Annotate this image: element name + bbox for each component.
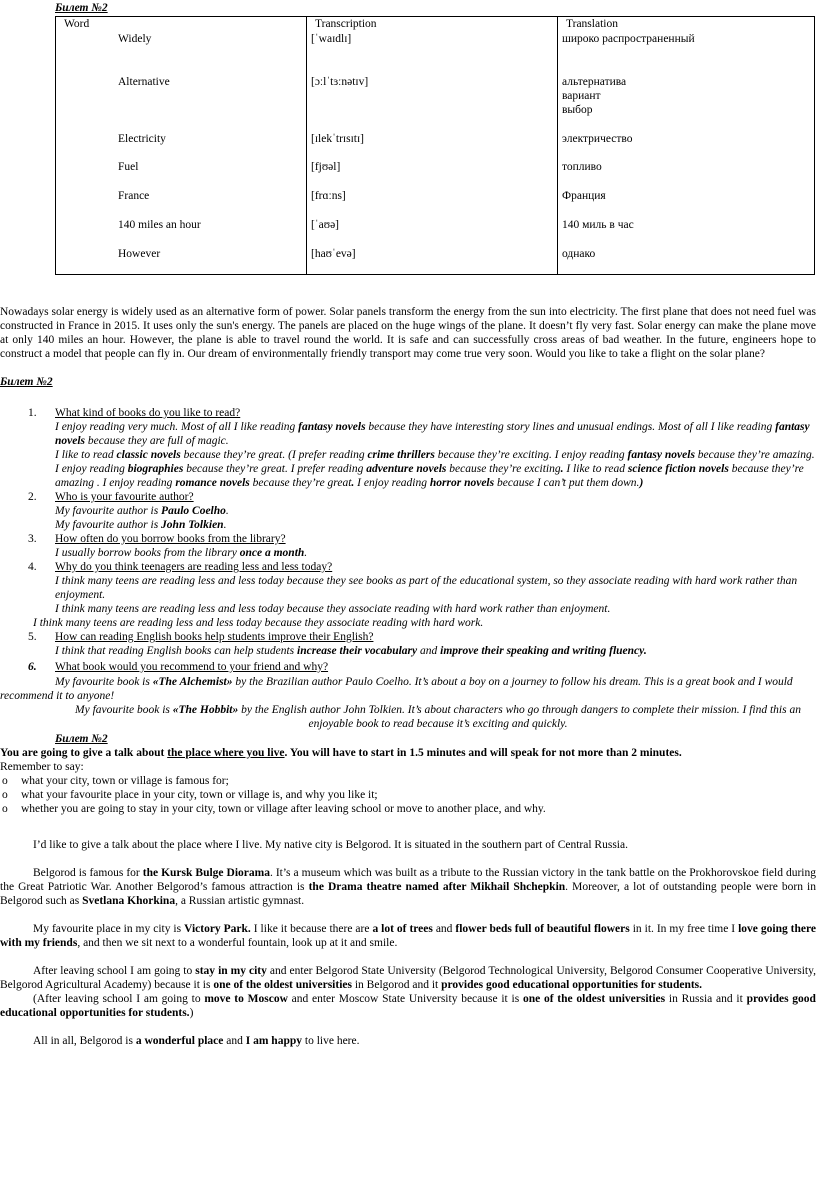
bullet-mark: o: [2, 789, 8, 801]
answer-text: .: [223, 519, 227, 531]
answer-emphasis: .: [351, 477, 355, 489]
questions-list: [0, 406, 816, 731]
word-cell: 140 miles an hour: [56, 218, 307, 247]
translation-line: электричество: [562, 133, 633, 145]
list-item: [0, 802, 816, 816]
paragraph-text: My favourite place in my city is: [33, 923, 185, 935]
paragraph-emphasis: provides good educational opportunities for students.: [0, 993, 816, 1019]
question-text: Who is your favourite author?: [55, 491, 194, 503]
answer: [0, 703, 816, 731]
answer-text: because they’re great: [249, 477, 352, 489]
answer: I think many teens are reading less and less today because they associate reading with hard work.: [33, 617, 484, 629]
question-number: 3.: [28, 533, 37, 545]
transcription-cell: [frɑːns]: [307, 189, 558, 218]
answer-text: because I can’t put them down.: [494, 477, 640, 489]
table-row: [56, 189, 815, 218]
table-row: [56, 218, 815, 247]
answer-text: I like to read: [563, 463, 628, 475]
answer-emphasis: biographies: [127, 463, 184, 475]
paragraph-text: I like it because there are: [250, 923, 373, 935]
answer-emphasis: «The Hobbit»: [172, 704, 239, 716]
list-item-text: what your favourite place in your city, town or village is, and why you like it;: [21, 789, 378, 801]
ticket-title: Билет №2: [55, 733, 108, 745]
translation-line: выбор: [562, 104, 593, 116]
answer-text: My favourite book is: [75, 704, 173, 716]
answer-text: because they’re great. I prefer reading: [183, 463, 367, 475]
answer-text: by the English author John Tolkien. It’s about characters who go through dangers to complete their mission. I find this an enjoyable book to read because it’s exciting and quickly.: [238, 704, 801, 730]
answer-text: I usually borrow books from the library: [55, 547, 240, 559]
transcription-cell: [haʊˈevə]: [307, 247, 558, 274]
word-cell: Widely: [56, 32, 307, 75]
answer-text: because they are full of magic.: [85, 435, 229, 447]
paragraph-text: After leaving school I am going to: [33, 965, 196, 977]
bullet-mark: o: [2, 775, 8, 787]
answer-text: because they’re exciting. I enjoy reading: [434, 449, 628, 461]
paragraph-text: ): [189, 1007, 194, 1019]
answer-text: because they’re amazing. I enjoy reading: [55, 449, 815, 475]
answer-emphasis: fantasy novels: [298, 421, 366, 433]
paragraph-emphasis: flower beds full of beautiful flowers: [455, 923, 630, 935]
answer-emphasis: increase their vocabulary: [297, 645, 418, 657]
question-number: 5.: [28, 631, 37, 643]
translation-cell: [558, 189, 815, 218]
answer: [0, 504, 816, 518]
header-translation: Translation: [558, 17, 815, 33]
paragraph-emphasis: the Kursk Bulge Diorama: [142, 867, 270, 879]
question-text: How can reading English books help students improve their English?: [55, 631, 374, 643]
question-number: 2.: [28, 491, 37, 503]
answer-emphasis: John Tolkien: [161, 519, 224, 531]
paragraph: [0, 1034, 816, 1048]
list-item-text: what your city, town or village is famous for;: [21, 775, 229, 787]
bullet-mark: o: [2, 803, 8, 815]
paragraph-emphasis: Svetlana Khorkina: [82, 895, 176, 907]
table-row: [56, 132, 815, 160]
list-item: [0, 774, 816, 788]
answer-text: because they’re great. (I prefer reading: [180, 449, 368, 461]
answer-text: because they have interesting story lines and unusual endings. Most of all I like reading: [365, 421, 776, 433]
question: [0, 660, 816, 674]
question-text: What kind of books do you like to read?: [55, 407, 241, 419]
paragraph: [0, 992, 816, 1020]
paragraph: [0, 964, 816, 992]
answer-text: I think that reading English books can help students: [55, 645, 298, 657]
question-number: 6.: [28, 661, 37, 673]
answer-emphasis: romance novels: [175, 477, 250, 489]
answer-text: .: [304, 547, 308, 559]
translation-cell: [558, 32, 815, 75]
solar-energy-text: Nowadays solar energy is widely used as an alternative form of power. Solar panels transform the energy from the sun into electricity. The first plane that does not need fuel was constructed in France in 2015. It uses only the sun's energy. The panels are placed on the huge wings of the plane. It doesn’t fly very fast. Solar energy can make the plane move at only 140 miles an hour. However, the plane is able to travel round the world. It is safe and can successfully cross areas of bad weather. In the future, engineers hope to construct a model that people can fly in. Our dream of environmentally friendly transport may come true very soon. Would you like to take a flight on the solar plane?: [0, 306, 816, 360]
answer-emphasis: once a month: [239, 547, 305, 559]
talk-section: [0, 746, 816, 1048]
translation-cell: [558, 160, 815, 189]
answer-emphasis: crime thrillers: [367, 449, 435, 461]
answer-emphasis: classic novels: [116, 449, 181, 461]
answer: [0, 675, 816, 703]
paragraph-emphasis: one of the oldest universities: [522, 993, 666, 1005]
paragraph-emphasis: a wonderful place: [135, 1035, 224, 1047]
paragraph-text: and: [432, 923, 456, 935]
answer-emphasis: ): [639, 477, 644, 489]
answer: I think many teens are reading less and less today because they see books as part of the educational system, so they associate reading with hard work rather than enjoyment.: [55, 575, 798, 601]
task-text: [0, 746, 816, 760]
answer-text: because they’re amazing . I enjoy reading: [55, 463, 804, 489]
answer-text: My favourite book is: [55, 676, 153, 688]
answer-emphasis: horror novels: [429, 477, 495, 489]
translation-cell: [558, 132, 815, 160]
transcription-cell: [ɪlekˈtrɪsɪtɪ]: [307, 132, 558, 160]
translation-line: топливо: [562, 161, 602, 173]
answer-emphasis: adventure novels: [366, 463, 447, 475]
answer-text: because they’re exciting: [446, 463, 561, 475]
table-row: [56, 75, 815, 132]
question: [0, 532, 816, 546]
question-text: Why do you think teenagers are reading less and less today?: [55, 561, 333, 573]
question-text: What book would you recommend to your friend and why?: [55, 661, 329, 673]
paragraph-emphasis: a lot of trees: [372, 923, 433, 935]
paragraph: I’d like to give a talk about the place where I live. My native city is Belgorod. It is situated in the southern part of Central Russia.: [33, 839, 628, 851]
paragraph-text: . Moreover, a lot of outstanding people were born in Belgorod such as: [0, 881, 816, 907]
answer-emphasis: fantasy novels: [627, 449, 695, 461]
paragraph-emphasis: I am happy: [245, 1035, 302, 1047]
paragraph-emphasis: one of the oldest universities: [213, 979, 352, 991]
paragraph-text: and enter Belgorod State University (Belgorod Technological University, Belgorod Consumer Cooperative University, Belgorod Agricultural Academy) because it is: [0, 965, 816, 991]
transcription-cell: [ɔːlˈtɜːnətɪv]: [307, 75, 558, 132]
paragraph-emphasis: Victory Park.: [184, 923, 251, 935]
translation-line: Франция: [562, 190, 606, 202]
paragraph-text: (After leaving school I am going to: [33, 993, 205, 1005]
answer-text: I enjoy reading: [354, 477, 430, 489]
paragraph-text: , a Russian artistic gymnast.: [175, 895, 305, 907]
translation-line: 140 миль в час: [562, 219, 634, 231]
translation-line: однако: [562, 248, 596, 260]
table-row: [56, 160, 815, 189]
header-word: Word: [56, 17, 307, 33]
paragraph-emphasis: move to Moscow: [204, 993, 288, 1005]
answer: I think many teens are reading less and less today because they associate reading with hard work rather than enjoyment.: [55, 603, 611, 615]
translation-cell: [558, 75, 815, 132]
question: [0, 406, 816, 420]
table-header-row: [56, 17, 815, 33]
translation-line: вариант: [562, 90, 601, 102]
transcription-cell: [ˈwaɪdlɪ]: [307, 32, 558, 75]
table-row: [56, 247, 815, 274]
word-cell: Alternative: [56, 75, 307, 132]
answer: [0, 448, 816, 490]
paragraph-emphasis: the Drama theatre named after Mikhail Shchepkin: [308, 881, 566, 893]
paragraph-text: , and then we sit next to a wonderful fountain, look up at it and smile.: [77, 937, 398, 949]
task-part: You are going to give a talk about: [0, 747, 168, 759]
translation-cell: [558, 247, 815, 274]
paragraph: [0, 922, 816, 950]
answer-emphasis: Paulo Coelho: [161, 505, 226, 517]
paragraph-text: . It’s a museum which was built as a tribute to the Russian victory in the tank battle on the Prokhorovskoe field during the Great Patriotic War. Another Belgorod’s famous attraction is: [0, 867, 816, 893]
translation-line: широко распространенный: [562, 33, 695, 45]
answer-emphasis: improve their speaking and writing fluency.: [440, 645, 647, 657]
answer-text: by the Brazilian author Paulo Coelho. It’s about a boy on a journey to follow his dream. This is a great book and I would recommend it to anyone!: [0, 676, 793, 702]
translation-cell: [558, 218, 815, 247]
paragraph-text: to live here.: [302, 1035, 360, 1047]
question-number: 4.: [28, 561, 37, 573]
table-row: [56, 32, 815, 75]
transcription-cell: [ˈaʊə]: [307, 218, 558, 247]
ticket-title: Билет №2: [55, 2, 108, 14]
answer: [0, 546, 816, 560]
answer: [0, 420, 816, 448]
answer: [0, 644, 816, 658]
paragraph-text: and: [223, 1035, 246, 1047]
paragraph-emphasis: love going there with my friends: [0, 923, 816, 949]
answer: [0, 518, 816, 532]
paragraph-text: in Russia and it: [665, 993, 747, 1005]
answer-emphasis: .: [560, 463, 564, 475]
paragraph-text: All in all, Belgorod is: [33, 1035, 136, 1047]
header-transcription: Transcription: [307, 17, 558, 33]
list-item: [0, 788, 816, 802]
paragraph-emphasis: provides good educational opportunities for students.: [441, 979, 703, 991]
question: [0, 630, 816, 644]
answer-text: My favourite author is: [55, 505, 162, 517]
word-cell: Electricity: [56, 132, 307, 160]
ticket-title: Билет №2: [0, 376, 53, 388]
answer-text: and: [417, 645, 441, 657]
word-cell: Fuel: [56, 160, 307, 189]
vocabulary-table: [55, 16, 815, 275]
answer-text: I like to read: [55, 449, 117, 461]
answer-text: My favourite author is: [55, 519, 162, 531]
task-topic: the place where you live: [167, 747, 285, 759]
question: [0, 560, 816, 574]
paragraph-text: Belgorod is famous for: [33, 867, 143, 879]
paragraph-text: in it. In my free time I: [629, 923, 739, 935]
translation-line: альтернатива: [562, 76, 627, 88]
paragraph: [0, 866, 816, 908]
paragraph-emphasis: stay in my city: [195, 965, 267, 977]
remember-label: Remember to say:: [0, 761, 84, 773]
answer-text: I enjoy reading very much. Most of all I like reading: [55, 421, 299, 433]
answer-emphasis: fantasy novels: [55, 421, 810, 447]
paragraph-text: and enter Moscow State University because it is: [287, 993, 523, 1005]
paragraph-text: in Belgorod and it: [351, 979, 442, 991]
question: [0, 490, 816, 504]
answer-text: .: [225, 505, 229, 517]
word-cell: However: [56, 247, 307, 274]
task-part: . You will have to start in 1.5 minutes and will speak for not more than 2 minutes.: [284, 747, 682, 759]
transcription-cell: [fjʊəl]: [307, 160, 558, 189]
question-text: How often do you borrow books from the library?: [55, 533, 286, 545]
answer-emphasis: «The Alchemist»: [152, 676, 233, 688]
word-cell: France: [56, 189, 307, 218]
list-item-text: whether you are going to stay in your city, town or village after leaving school or move to another place, and why.: [21, 803, 546, 815]
question-number: 1.: [28, 407, 37, 419]
answer-emphasis: science fiction novels: [627, 463, 729, 475]
